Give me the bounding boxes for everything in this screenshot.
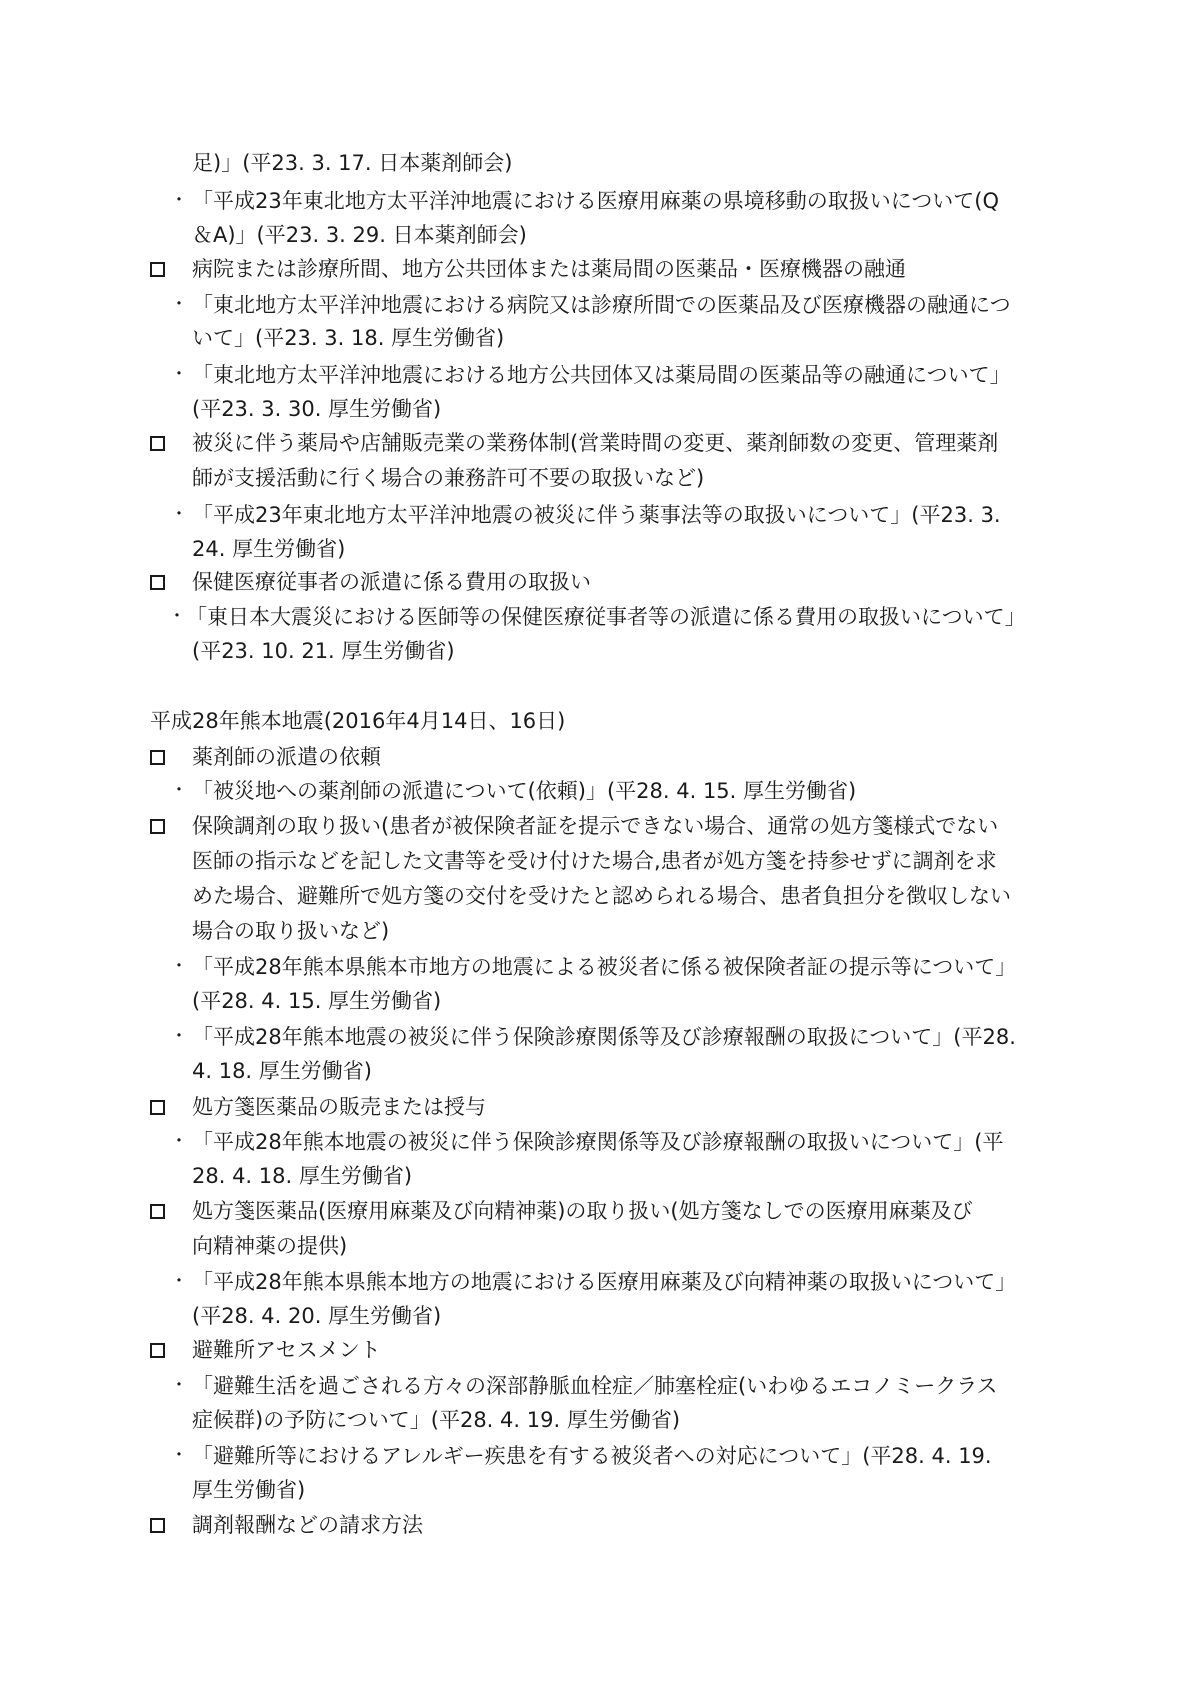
s2-cb2-bullet2-line2: 4. 18. 厚生労働省) bbox=[192, 1059, 372, 1083]
bullet-icon: ・ bbox=[170, 1445, 188, 1466]
bullet-icon: ・ bbox=[170, 780, 188, 801]
s1-item1-continuation: 足)」(平23. 3. 17. 日本薬剤師会) bbox=[192, 151, 513, 175]
bullet-icon: ・ bbox=[170, 1271, 188, 1292]
s1-item2-line2: ＆A)」(平23. 3. 29. 日本薬剤師会) bbox=[192, 223, 527, 247]
checkbox-icon bbox=[150, 1518, 165, 1533]
s1-cb1-bullet1-line2: いて」(平23. 3. 18. 厚生労働省) bbox=[192, 326, 505, 350]
s2-cb2-bullet1-line2: (平28. 4. 15. 厚生労働省) bbox=[192, 989, 442, 1013]
checkbox-icon bbox=[150, 436, 165, 451]
s2-cb5-bullet2-line2: 厚生労働省) bbox=[192, 1478, 306, 1502]
checkbox-icon bbox=[150, 1204, 165, 1219]
checkbox-icon bbox=[150, 575, 165, 590]
s1-cb3-bullet1-line1: 「東日本大震災における医師等の保健医療従事者等の派遣に係る費用の取扱いについて」 bbox=[186, 605, 1026, 629]
bullet-icon: ・ bbox=[170, 504, 188, 525]
s2-cb2-bullet2-line1: 「平成28年熊本地震の被災に伴う保険診療関係等及び診療報酬の取扱について」(平28. bbox=[192, 1025, 1016, 1049]
s2-cb5-bullet1-line2: 症候群)の予防について」(平28. 4. 19. 厚生労働省) bbox=[192, 1408, 681, 1432]
s2-checkbox2-line2: 医師の指示などを記した文書等を受け付けた場合,患者が処方箋を持参せずに調剤を求 bbox=[192, 849, 997, 873]
s2-checkbox5-label: 避難所アセスメント bbox=[192, 1338, 381, 1362]
s2-cb5-bullet2-line1: 「避難所等におけるアレルギー疾患を有する被災者への対応について」(平28. 4. 19. bbox=[192, 1444, 992, 1468]
s1-cb2-bullet1-line1: 「平成23年東北地方太平洋沖地震の被災に伴う薬事法等の取扱いについて」(平23. 3. bbox=[192, 503, 1001, 527]
checkbox-icon bbox=[150, 1100, 165, 1115]
s1-checkbox2-line2: 師が支援活動に行く場合の兼務許可不要の取扱いなど) bbox=[192, 466, 705, 490]
s2-checkbox6-label: 調剤報酬などの請求方法 bbox=[192, 1513, 423, 1537]
s2-checkbox2-line3: めた場合、避難所で処方箋の交付を受けたと認められる場合、患者負担分を徴収しない bbox=[192, 884, 1011, 908]
s1-item2-line1: 「平成23年東北地方太平洋沖地震における医療用麻薬の県境移動の取扱いについて(Q bbox=[192, 189, 1000, 213]
section-heading-kumamoto: 平成28年熊本地震(2016年4月14日、16日) bbox=[150, 709, 566, 733]
s1-cb1-bullet2-line1: 「東北地方太平洋沖地震における地方公共団体又は薬局間の医薬品等の融通について」 bbox=[192, 363, 1011, 387]
checkbox-icon bbox=[150, 262, 165, 277]
bullet-icon: ・ bbox=[170, 190, 188, 211]
bullet-icon: ・ bbox=[170, 956, 188, 977]
s1-checkbox1-label: 病院または診療所間、地方公共団体または薬局間の医薬品・医療機器の融通 bbox=[192, 257, 906, 281]
s2-checkbox4-line2: 向精神薬の提供) bbox=[192, 1234, 348, 1258]
s2-checkbox3-label: 処方箋医薬品の販売または授与 bbox=[192, 1095, 486, 1119]
s2-cb5-bullet1-line1: 「避難生活を過ごされる方々の深部静脈血栓症／肺塞栓症(いわゆるエコノミークラス bbox=[192, 1374, 998, 1398]
s2-cb1-bullet1: 「被災地への薬剤師の派遣について(依頼)」(平28. 4. 15. 厚生労働省) bbox=[192, 779, 857, 803]
checkbox-icon bbox=[150, 750, 165, 765]
s2-cb2-bullet1-line1: 「平成28年熊本県熊本市地方の地震による被災者に係る被保険者証の提示等について」 bbox=[192, 955, 1017, 979]
s2-checkbox1-label: 薬剤師の派遣の依頼 bbox=[192, 745, 381, 769]
s1-checkbox3-label: 保健医療従事者の派遣に係る費用の取扱い bbox=[192, 570, 591, 594]
s2-checkbox2-line4: 場合の取り扱いなど) bbox=[192, 919, 390, 943]
s1-cb1-bullet1-line1: 「東北地方太平洋沖地震における病院又は診療所間での医薬品及び医療機器の融通につ bbox=[192, 293, 1011, 317]
s2-checkbox2-line1: 保険調剤の取り扱い(患者が被保険者証を提示できない場合、通常の処方箋様式でない bbox=[192, 814, 999, 838]
bullet-icon: ・ bbox=[170, 364, 188, 385]
s2-checkbox4-line1: 処方箋医薬品(医療用麻薬及び向精神薬)の取り扱い(処方箋なしでの医療用麻薬及び bbox=[192, 1199, 973, 1223]
checkbox-icon bbox=[150, 1343, 165, 1358]
s2-cb4-bullet1-line2: (平28. 4. 20. 厚生労働省) bbox=[192, 1304, 442, 1328]
s1-checkbox2-line1: 被災に伴う薬局や店舗販売業の業務体制(営業時間の変更、薬剤師数の変更、管理薬剤 bbox=[192, 431, 999, 455]
bullet-icon: ・ bbox=[170, 294, 188, 315]
s2-cb3-bullet1-line2: 28. 4. 18. 厚生労働省) bbox=[192, 1164, 413, 1188]
s2-cb4-bullet1-line1: 「平成28年熊本県熊本地方の地震における医療用麻薬及び向精神薬の取扱いについて」 bbox=[192, 1270, 1017, 1294]
checkbox-icon bbox=[150, 819, 165, 834]
s1-cb2-bullet1-line2: 24. 厚生労働省) bbox=[192, 537, 346, 561]
s2-cb3-bullet1-line1: 「平成28年熊本地震の被災に伴う保険診療関係等及び診療報酬の取扱いについて」(平 bbox=[192, 1130, 1004, 1154]
s1-cb3-bullet1-line2: (平23. 10. 21. 厚生労働省) bbox=[192, 639, 455, 663]
bullet-icon: ・ bbox=[168, 606, 186, 627]
s1-cb1-bullet2-line2: (平23. 3. 30. 厚生労働省) bbox=[192, 397, 442, 421]
bullet-icon: ・ bbox=[170, 1131, 188, 1152]
bullet-icon: ・ bbox=[170, 1375, 188, 1396]
bullet-icon: ・ bbox=[170, 1026, 188, 1047]
